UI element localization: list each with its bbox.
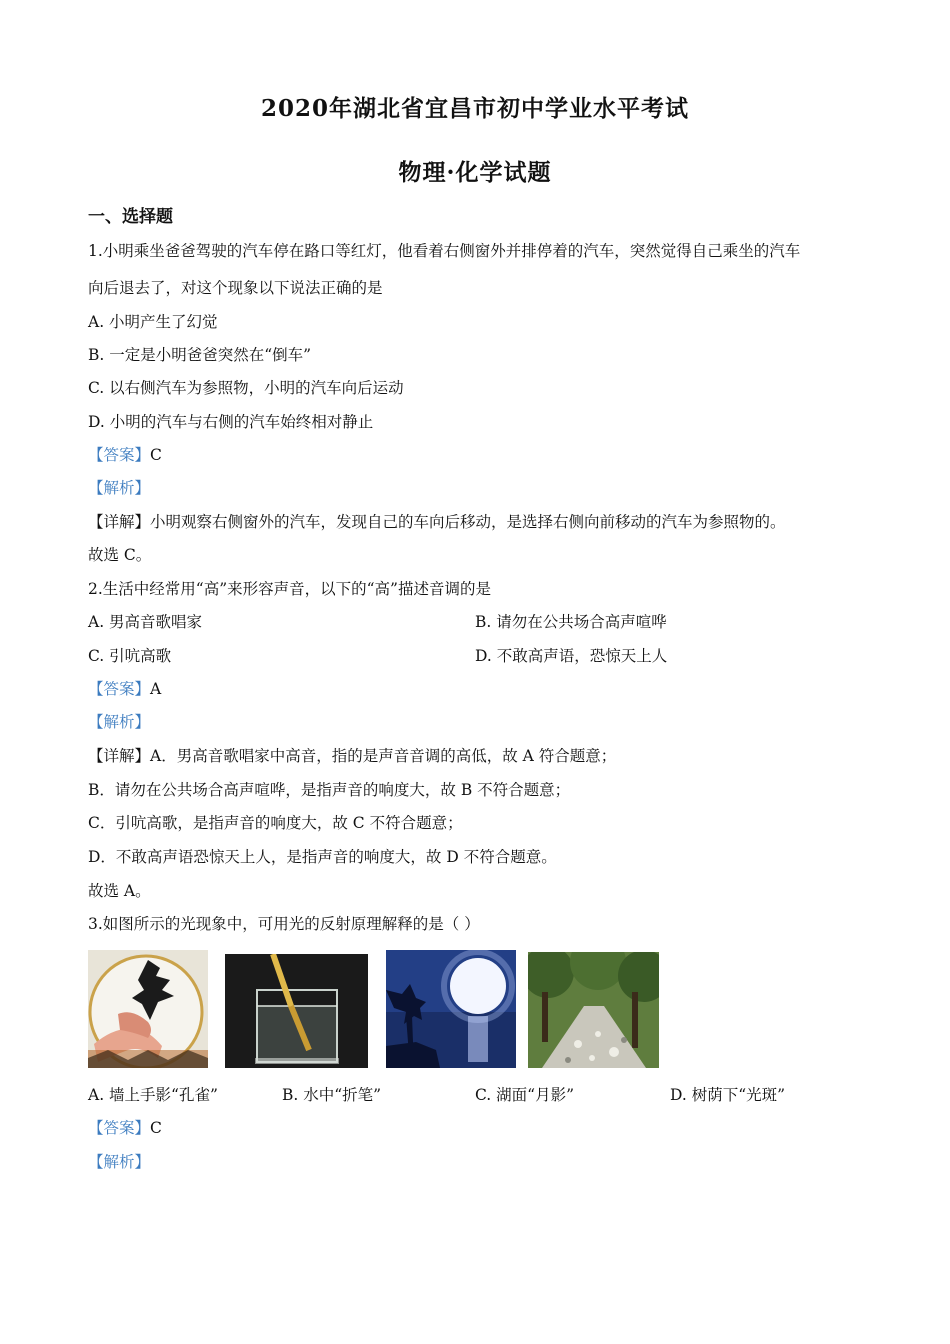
q2-answer-value: A (150, 680, 162, 698)
q1-detail (88, 512, 786, 532)
q2-detail-text: A．男高音歌唱家中高音，指的是声音音调的高低，故 A 符合题意； (150, 747, 617, 765)
q1-answer (88, 445, 162, 465)
answer-tag: 【答案】 (88, 680, 151, 698)
section-heading: 一、选择题 (88, 207, 173, 227)
q3-option-b: B. 水中“折笔” (282, 1086, 382, 1104)
moon-reflection-svg (386, 950, 516, 1068)
q1-conclusion: 故选 C。 (88, 546, 152, 564)
q2-option-a: A. 男高音歌唱家 (88, 613, 203, 631)
q1-option-d: D. 小明的汽车与右侧的汽车始终相对静止 (88, 413, 374, 431)
q1-answer-value: C (150, 446, 162, 464)
q3-stem: 3.如图所示的光现象中，可用光的反射原理解释的是（ ） (88, 915, 480, 933)
detail-tag: 【详解】 (88, 513, 151, 531)
q1-analysis-tag (88, 478, 150, 498)
bent-pencil-image (225, 954, 368, 1068)
tree-shade-image (528, 952, 659, 1068)
q3-analysis-tag (88, 1152, 150, 1172)
q2-answer (88, 679, 161, 699)
hand-shadow-svg (88, 950, 208, 1068)
page-title: 2020年湖北省宜昌市初中学业水平考试 (260, 95, 689, 122)
answer-tag: 【答案】 (88, 1119, 151, 1137)
q3-option-d: D. 树荫下“光斑” (670, 1086, 786, 1104)
q3-answer (88, 1118, 162, 1138)
q3-answer-value: C (150, 1119, 162, 1137)
page-subtitle: 物理·化学试题 (398, 159, 552, 186)
analysis-tag: 【解析】 (88, 713, 151, 731)
analysis-tag: 【解析】 (88, 1153, 151, 1171)
q2-conclusion: 故选 A。 (88, 882, 151, 900)
q3-option-c: C. 湖面“月影” (475, 1086, 575, 1104)
moon-reflection-image (386, 950, 516, 1068)
q1-stem-line1: 1.小明乘坐爸爸驾驶的汽车停在路口等红灯，他看着右侧窗外并排停着的汽车，突然觉得自己乘坐的汽车 (88, 242, 801, 260)
hand-shadow-image (88, 950, 208, 1068)
q1-option-b: B. 一定是小明爸爸突然在“倒车” (88, 346, 312, 364)
q1-option-a: A. 小明产生了幻觉 (88, 313, 218, 331)
q2-analysis-tag (88, 712, 150, 732)
q2-option-c: C. 引吭高歌 (88, 647, 172, 665)
q2-stem: 2.生活中经常用“高”来形容声音，以下的“高”描述音调的是 (88, 580, 491, 598)
detail-tag: 【详解】 (88, 747, 151, 765)
q2-detail-line4: D．不敢高声语恐惊天上人，是指声音的响度大，故 D 不符合题意。 (88, 848, 557, 866)
q3-option-a: A. 墙上手影“孔雀” (88, 1086, 218, 1104)
tree-shade-svg (528, 952, 659, 1068)
q2-detail-line3: C．引吭高歌，是指声音的响度大，故 C 不符合题意； (88, 814, 463, 832)
q1-stem-line2: 向后退去了，对这个现象以下说法正确的是 (88, 279, 383, 297)
q2-option-b: B. 请勿在公共场合高声喧哗 (475, 613, 667, 631)
q1-detail-text: 小明观察右侧窗外的汽车，发现自己的车向后移动，是选择右侧向前移动的汽车为参照物的。 (150, 513, 786, 531)
q2-detail-line1 (88, 746, 616, 766)
q2-detail-line2: B．请勿在公共场合高声喧哗，是指声音的响度大，故 B 不符合题意； (88, 781, 571, 799)
analysis-tag: 【解析】 (88, 479, 151, 497)
bent-pencil-svg (225, 954, 368, 1068)
q1-option-c: C. 以右侧汽车为参照物，小明的汽车向后运动 (88, 379, 404, 397)
answer-tag: 【答案】 (88, 446, 151, 464)
q2-option-d: D. 不敢高声语，恐惊天上人 (475, 647, 668, 665)
